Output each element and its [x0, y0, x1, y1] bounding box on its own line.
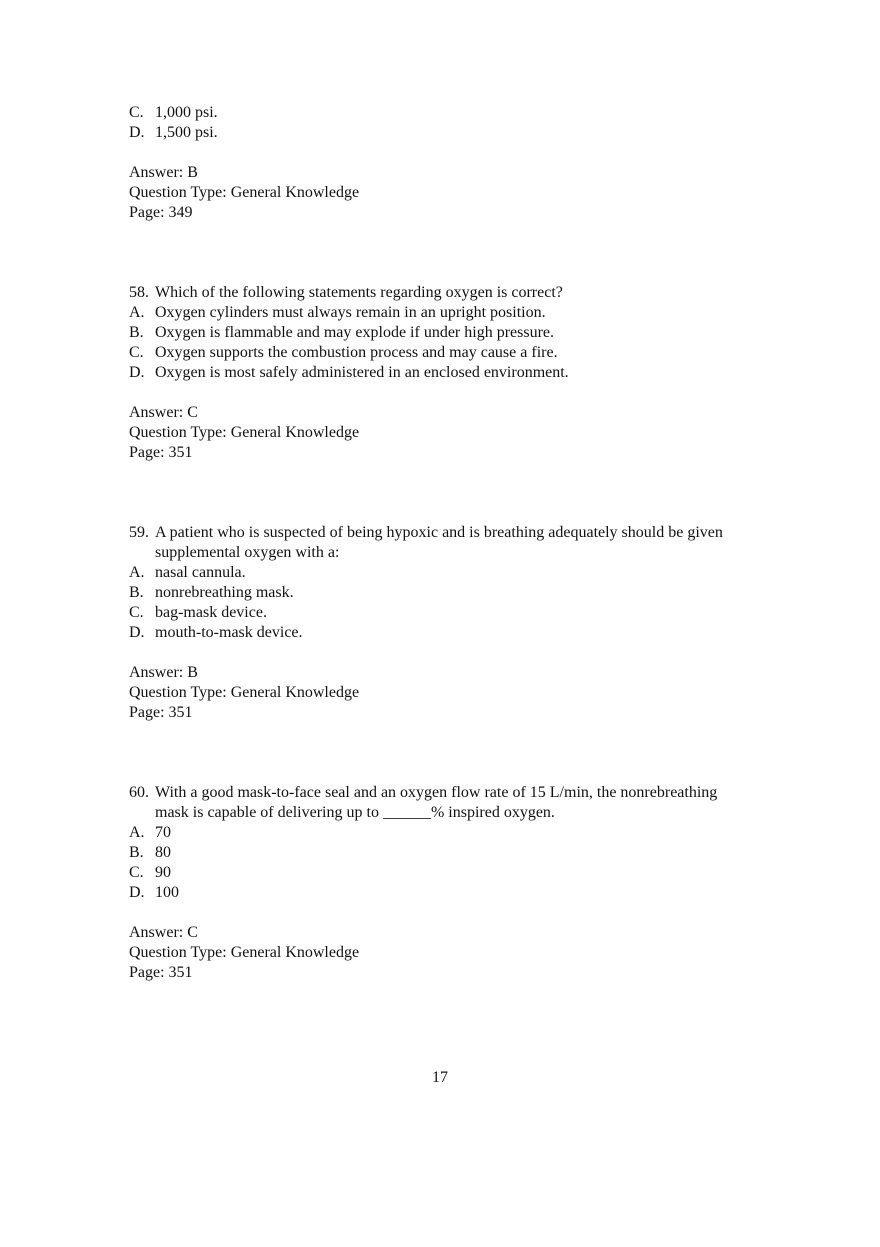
answer-line: Answer: B	[129, 164, 198, 181]
spacer	[129, 383, 769, 403]
spacer	[129, 723, 769, 783]
question-stem	[129, 283, 769, 303]
question-type-line: Question Type: General Knowledge	[129, 684, 360, 701]
option-d	[129, 623, 769, 643]
option-letter: D.	[129, 124, 145, 141]
option-letter: D.	[129, 624, 145, 641]
question-number: 59.	[129, 524, 149, 541]
question-number: 60.	[129, 784, 149, 801]
question-60	[129, 783, 769, 983]
page-reference-line: Page: 351	[129, 704, 193, 721]
page-reference-line: Page: 351	[129, 444, 193, 461]
option-d	[129, 123, 769, 143]
question-number: 58.	[129, 284, 149, 301]
option-a	[129, 563, 769, 583]
option-letter: C.	[129, 344, 144, 361]
page-number: 17	[432, 1069, 448, 1086]
option-letter: A.	[129, 564, 145, 581]
option-letter: A.	[129, 824, 145, 841]
option-a	[129, 303, 769, 323]
option-text: 1,000 psi.	[155, 104, 218, 121]
option-text: Oxygen cylinders must always remain in an upright position.	[155, 304, 546, 321]
spacer	[129, 903, 769, 923]
option-c	[129, 103, 769, 123]
option-letter: A.	[129, 304, 145, 321]
option-text: nonrebreathing mask.	[155, 584, 294, 601]
question-type-line: Question Type: General Knowledge	[129, 424, 360, 441]
page-reference-line: Page: 349	[129, 204, 193, 221]
option-b	[129, 843, 769, 863]
option-a	[129, 823, 769, 843]
option-text: 90	[155, 864, 171, 881]
question-58	[129, 283, 769, 463]
option-text: 1,500 psi.	[155, 124, 218, 141]
option-letter: C.	[129, 604, 144, 621]
option-d	[129, 883, 769, 903]
question-type-line: Question Type: General Knowledge	[129, 944, 360, 961]
option-letter: B.	[129, 324, 144, 341]
option-d	[129, 363, 769, 383]
spacer	[129, 463, 769, 523]
option-letter: D.	[129, 364, 145, 381]
option-letter: B.	[129, 844, 144, 861]
question-59	[129, 523, 769, 723]
answer-line: Answer: C	[129, 924, 198, 941]
option-b	[129, 323, 769, 343]
page-reference-line: Page: 351	[129, 964, 193, 981]
question-type-line: Question Type: General Knowledge	[129, 184, 360, 201]
spacer	[129, 223, 769, 283]
option-letter: C.	[129, 864, 144, 881]
option-c	[129, 863, 769, 883]
question-57-continued	[129, 103, 769, 223]
question-stem	[129, 783, 769, 823]
option-letter: C.	[129, 104, 144, 121]
spacer	[129, 643, 769, 663]
option-letter: B.	[129, 584, 144, 601]
option-text: Oxygen is flammable and may explode if under high pressure.	[155, 324, 554, 341]
option-text: nasal cannula.	[155, 564, 246, 581]
option-text: 80	[155, 844, 171, 861]
question-text: Which of the following statements regarding oxygen is correct?	[155, 284, 563, 301]
page-content	[129, 103, 769, 983]
option-text: Oxygen is most safely administered in an enclosed environment.	[155, 364, 569, 381]
answer-line: Answer: C	[129, 404, 198, 421]
spacer	[129, 143, 769, 163]
question-text: With a good mask-to-face seal and an oxygen flow rate of 15 L/min, the nonrebreathing mask is capable of delivering up to ______% inspired oxygen.	[155, 784, 718, 821]
question-text: A patient who is suspected of being hypoxic and is breathing adequately should be given supplemental oxygen with a:	[155, 524, 723, 561]
option-c	[129, 603, 769, 623]
option-c	[129, 343, 769, 363]
option-text: 100	[155, 884, 179, 901]
option-text: bag-mask device.	[155, 604, 267, 621]
question-stem	[129, 523, 769, 563]
option-text: Oxygen supports the combustion process and may cause a fire.	[155, 344, 558, 361]
option-letter: D.	[129, 884, 145, 901]
option-text: 70	[155, 824, 171, 841]
answer-line: Answer: B	[129, 664, 198, 681]
option-b	[129, 583, 769, 603]
option-text: mouth-to-mask device.	[155, 624, 303, 641]
